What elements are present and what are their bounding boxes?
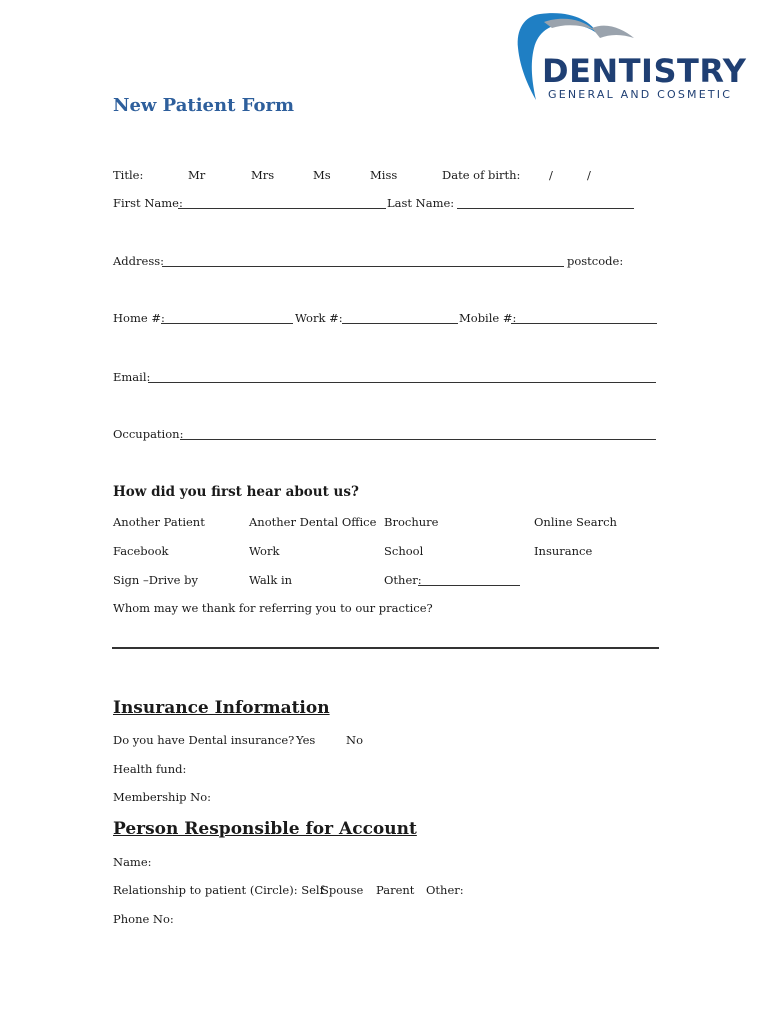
home-phone-field[interactable] [161, 323, 293, 324]
insurance-yes-option[interactable]: Yes [296, 733, 316, 747]
insurance-no-option[interactable]: No [346, 733, 363, 747]
address-label: Address: [113, 254, 165, 268]
address-field[interactable] [162, 266, 564, 267]
title-option-mr[interactable]: Mr [188, 168, 206, 182]
relationship-option-other[interactable]: Other: [426, 883, 464, 897]
dob-separator: / [549, 168, 553, 182]
logo-tagline: GENERAL AND COSMETIC [548, 88, 733, 101]
relationship-option-parent[interactable]: Parent [376, 883, 415, 897]
referral-option[interactable]: Walk in [249, 573, 293, 587]
mobile-phone-field[interactable] [511, 323, 657, 324]
mobile-phone-label: Mobile #: [459, 311, 517, 325]
work-phone-label: Work #: [295, 311, 343, 325]
referral-thank-question: Whom may we thank for referring you to our practice? [113, 601, 433, 615]
work-phone-field[interactable] [342, 323, 458, 324]
email-field[interactable] [148, 382, 656, 383]
logo-wordmark: DENTISTRY [542, 52, 747, 90]
responsible-phone-label: Phone No: [113, 912, 174, 926]
referral-other-field[interactable] [418, 585, 520, 586]
referral-option[interactable]: Sign –Drive by [113, 573, 198, 587]
title-option-mrs[interactable]: Mrs [251, 168, 275, 182]
dob-separator: / [587, 168, 591, 182]
title-option-miss[interactable]: Miss [370, 168, 398, 182]
last-name-field[interactable] [457, 208, 634, 209]
relationship-label: Relationship to patient (Circle): Self [113, 883, 324, 897]
relationship-option-spouse[interactable]: Spouse [321, 883, 364, 897]
referral-option[interactable]: Brochure [384, 515, 439, 529]
dob-label: Date of birth: [442, 168, 521, 182]
referral-option[interactable]: Facebook [113, 544, 169, 558]
postcode-label: postcode: [567, 254, 624, 268]
referral-option[interactable]: Another Patient [113, 515, 205, 529]
referral-option[interactable]: Online Search [534, 515, 617, 529]
page-title: New Patient Form [113, 95, 294, 116]
referral-answer-line[interactable] [112, 647, 659, 649]
home-phone-label: Home #: [113, 311, 165, 325]
title-label: Title: [113, 168, 144, 182]
insurance-heading: Insurance Information [113, 698, 330, 718]
health-fund-label: Health fund: [113, 762, 187, 776]
responsible-name-label: Name: [113, 855, 152, 869]
occupation-field[interactable] [180, 439, 656, 440]
responsible-heading: Person Responsible for Account [113, 819, 417, 839]
referral-heading: How did you first hear about us? [113, 484, 359, 500]
insurance-question: Do you have Dental insurance? [113, 733, 295, 747]
email-label: Email: [113, 370, 151, 384]
first-name-label: First Name: [113, 196, 183, 210]
title-option-ms[interactable]: Ms [313, 168, 331, 182]
referral-option-other[interactable]: Other: [384, 573, 422, 587]
first-name-field[interactable] [178, 208, 386, 209]
occupation-label: Occupation: [113, 427, 184, 441]
referral-option[interactable]: Work [249, 544, 280, 558]
referral-option[interactable]: School [384, 544, 424, 558]
membership-label: Membership No: [113, 790, 212, 804]
last-name-label: Last Name: [387, 196, 455, 210]
referral-option[interactable]: Insurance [534, 544, 593, 558]
referral-option[interactable]: Another Dental Office [249, 515, 377, 529]
